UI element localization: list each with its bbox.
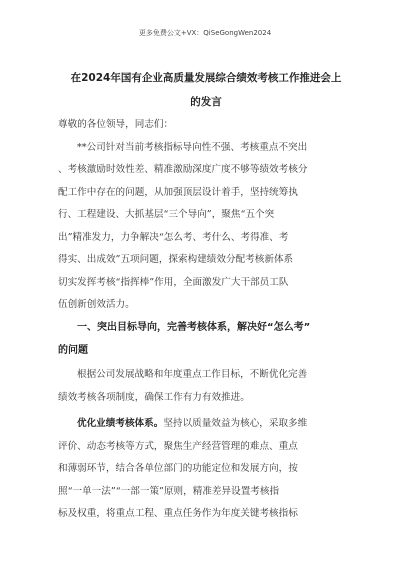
subsection-paragraph [58,413,358,526]
intro-paragraph-cont [58,159,358,317]
subsection-text: 坚持以质量效益为核心，采取多维 [163,418,308,429]
document-title [58,66,354,114]
paragraph-line: 绩效考核各项制度，确保工作有力有效推进。 [58,391,250,403]
intro-paragraph [58,137,358,160]
paragraph-line: 伍创新创效活力。 [58,299,135,310]
paragraph-line: 切实发挥考核“指挥棒”作用，全面激发广大干部员工队 [58,276,289,288]
paragraph-line: 行、工程建设、大抓基层“三个导向”，聚焦“五个突 [58,209,275,220]
paragraph-line: 配工作中存在的问题，从加强顶层设计着手，坚持统筹执 [58,186,298,198]
paragraph-line: 标及权重，将重点工程、重点任务作为年度关键考核指标 [58,508,298,519]
paragraph-line: 照“一单一法”“一部一策”原则，精准差异设置考核指 [58,485,280,497]
header-note: 更多免费公文+VX：QiSeGongWen2024 [138,29,272,37]
paragraph-line: 和薄弱环节，结合各单位部门的功能定位和发展方向，按 [58,463,298,474]
paragraph-line: 评价、动态考核等方式，聚焦生产经营管理的难点、重点 [58,440,298,452]
heading-line: 一、突出目标导向，完善考核体系，解决好“怎么考” [77,322,311,333]
paragraph-line: 出”精准发力，力争解决“怎么考、考什么、考得准、考 [58,231,289,243]
greeting [58,114,358,137]
section-heading [58,317,358,362]
paragraph-line: 根据公司发展战略和年度重点工作目标，不断优化完善 [77,369,308,380]
subsection-lead: 优化业绩考核体系。 [77,418,164,429]
paragraph-line: 、考核激励时效性差、精准激励深度广度不够等绩效考核分 [58,164,308,175]
heading-line: 的问题 [58,344,88,356]
paragraph-line [58,413,358,436]
title-line: 的发言 [190,96,222,108]
paragraph-line: **公司针对当前考核指标导向性不强、考核重点不突出 [77,142,308,153]
paragraph-line: 得实、出成效”五项问题，探索构建绩效分配考核新体系 [58,254,294,265]
greeting-text: 尊敬的各位领导，同志们： [58,119,174,130]
section-body [58,364,358,409]
title-line: 在2024年国有企业高质量发展综合绩效考核工作推进会上 [70,72,342,84]
